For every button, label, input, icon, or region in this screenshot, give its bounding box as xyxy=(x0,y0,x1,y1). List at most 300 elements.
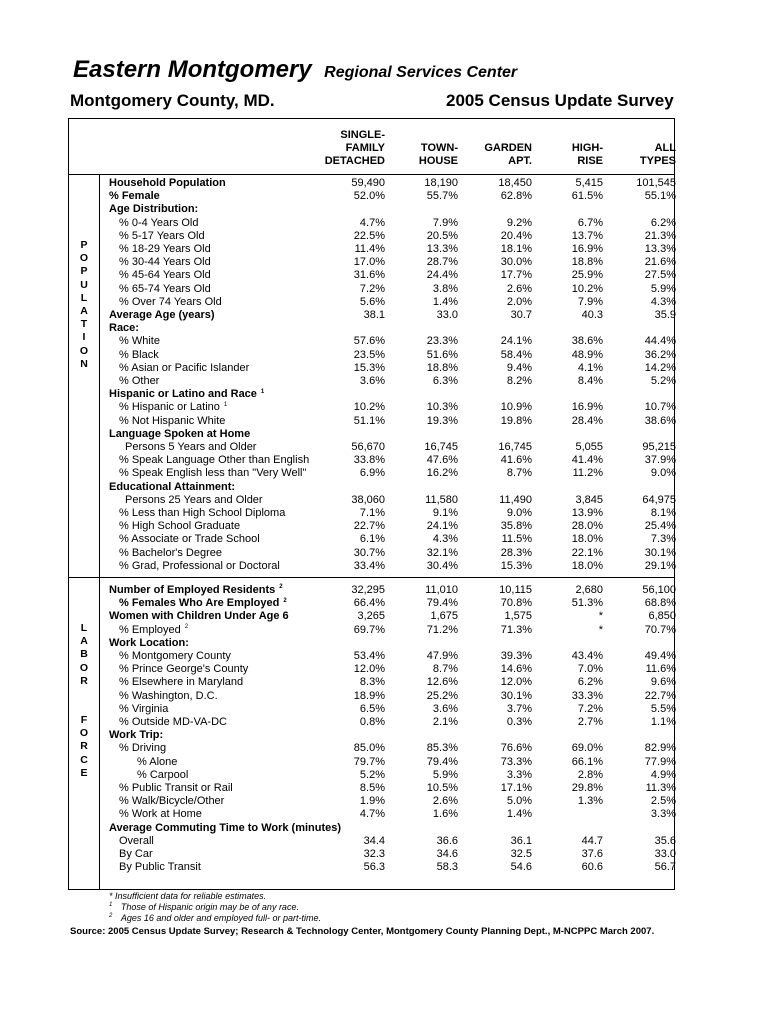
row-label: Persons 5 Years and Older xyxy=(125,441,257,453)
cell-garden-apt: 2.6% xyxy=(506,282,532,295)
side-letter: O xyxy=(79,727,89,740)
cell-single-family: 22.7% xyxy=(353,520,385,533)
cell-all-types: 8.1% xyxy=(650,507,676,519)
cell-garden-apt: 1,575 xyxy=(504,610,532,623)
cell-single-family: 3,265 xyxy=(357,610,385,623)
cell-all-types: 77.9% xyxy=(644,755,676,768)
cell-garden-apt: 54.6 xyxy=(510,861,532,874)
row-label: % Speak Language Other than English xyxy=(119,454,310,467)
cell-townhouse: 5.9% xyxy=(432,768,458,781)
table-row xyxy=(69,597,676,610)
cell-garden-apt: 70.8% xyxy=(500,597,532,610)
cell-high-rise: * xyxy=(598,610,603,623)
cell-townhouse: 58.3 xyxy=(436,861,458,874)
table-row xyxy=(69,375,676,388)
cell-high-rise: 66.1% xyxy=(571,755,603,768)
cell-high-rise: 48.9% xyxy=(571,348,603,361)
cell-garden-apt: 20.4% xyxy=(500,229,532,242)
row-label: Average Age (years) xyxy=(109,309,215,321)
col-header-garden-apt: GARDEN APT. xyxy=(484,142,532,167)
cell-high-rise: 7.2% xyxy=(577,702,603,715)
cell-garden-apt: 14.6% xyxy=(500,663,532,676)
cell-garden-apt: 24.1% xyxy=(500,335,532,348)
table-row xyxy=(69,335,676,348)
table-row xyxy=(69,547,676,560)
cell-high-rise: 44.7 xyxy=(581,834,603,847)
cell-high-rise: 2.8% xyxy=(577,768,603,781)
cell-townhouse: 3.6% xyxy=(432,702,458,715)
row-label: % High School Graduate xyxy=(119,520,241,533)
cell-townhouse: 55.7% xyxy=(426,190,458,203)
row-label: % Bachelor's Degree xyxy=(119,546,222,559)
table-row xyxy=(69,283,676,296)
cell-all-types: 21.3% xyxy=(644,229,676,242)
cell-townhouse: 24.1% xyxy=(426,520,458,533)
table-row xyxy=(69,663,676,676)
side-letter: B xyxy=(80,648,88,661)
footnote-insufficient: * Insufficient data for reliable estimates. xyxy=(109,891,267,901)
cell-high-rise: 16.9% xyxy=(571,401,603,414)
cell-townhouse: 16,745 xyxy=(424,441,458,453)
cell-garden-apt: 11,490 xyxy=(499,493,532,506)
row-label: % White xyxy=(119,335,160,348)
row-label: % Work at Home xyxy=(119,808,202,821)
cell-townhouse: 47.9% xyxy=(426,650,458,662)
cell-townhouse: 4.3% xyxy=(432,533,458,546)
table-row xyxy=(69,533,676,546)
cell-all-types: 101,545 xyxy=(636,177,676,189)
cell-townhouse: 1,675 xyxy=(430,610,458,623)
side-letter: E xyxy=(80,766,88,779)
table-row xyxy=(69,795,676,808)
row-label: % Montgomery County xyxy=(119,650,231,662)
cell-single-family: 23.5% xyxy=(353,348,385,361)
row-label: Educational Attainment: xyxy=(109,480,236,493)
cell-high-rise: 69.0% xyxy=(571,742,603,755)
cell-all-types: 5.2% xyxy=(650,375,676,387)
cell-single-family: 31.6% xyxy=(353,269,385,282)
cell-townhouse: 10.3% xyxy=(426,401,458,414)
table-row xyxy=(69,766,676,782)
cell-high-rise: 43.4% xyxy=(571,650,603,662)
table-row xyxy=(69,467,676,480)
cell-garden-apt: 10.9% xyxy=(500,401,532,414)
cell-garden-apt: 73.3% xyxy=(500,755,532,768)
cell-single-family: 66.4% xyxy=(353,597,385,610)
cell-high-rise: 5,055 xyxy=(575,441,603,453)
footnote-2: $^2$ Ages 16 and older and employed full- or part-time. xyxy=(109,913,321,923)
cell-all-types: 13.3% xyxy=(644,243,676,255)
cell-high-rise: 60.6 xyxy=(581,861,603,874)
document-title xyxy=(73,56,517,84)
table-row xyxy=(69,676,676,689)
cell-townhouse: 34.6 xyxy=(436,848,458,860)
cell-all-types: 10.7% xyxy=(644,401,676,414)
cell-single-family: 38.1 xyxy=(363,309,385,321)
cell-garden-apt: 30.1% xyxy=(500,689,532,702)
cell-single-family: 4.7% xyxy=(359,808,385,821)
table-row xyxy=(69,650,676,663)
cell-high-rise: 10.2% xyxy=(571,282,603,295)
cell-townhouse: 13.3% xyxy=(426,243,458,255)
cell-townhouse: 23.3% xyxy=(426,335,458,348)
survey-label: 2005 Census Update Survey xyxy=(446,91,674,110)
cell-single-family: 33.8% xyxy=(353,454,385,467)
cell-single-family: 5.2% xyxy=(359,768,385,781)
cell-high-rise: 11.2% xyxy=(572,467,603,480)
cell-all-types: 30.1% xyxy=(644,546,676,559)
row-label: % 5-17 Years Old xyxy=(119,229,205,242)
row-label: Language Spoken at Home xyxy=(109,427,251,440)
cell-all-types: 29.1% xyxy=(644,559,676,572)
cell-high-rise: * xyxy=(598,623,603,636)
side-letter: L xyxy=(80,622,88,634)
cell-garden-apt: 16,745 xyxy=(498,441,532,453)
cell-single-family: 0.8% xyxy=(359,716,385,728)
row-label: Overall xyxy=(119,834,154,847)
cell-townhouse: 30.4% xyxy=(426,559,458,572)
row-label: % Speak English less than "Very Well" xyxy=(119,467,307,480)
cell-single-family: 33.4% xyxy=(353,559,385,572)
side-letter: O xyxy=(79,661,89,674)
cell-high-rise: 18.0% xyxy=(571,559,603,572)
row-label: % Other xyxy=(119,375,160,387)
cell-high-rise: 2,680 xyxy=(575,584,603,596)
row-label: Hispanic or Latino and Race $^1$ xyxy=(109,388,265,401)
table-row xyxy=(69,848,676,861)
cell-high-rise: 37.6 xyxy=(581,848,603,860)
cell-garden-apt: 3.7% xyxy=(506,702,532,715)
cell-townhouse: 36.6 xyxy=(436,834,458,847)
cell-single-family: 38,060 xyxy=(351,493,385,506)
cell-single-family: 56.3 xyxy=(363,861,385,874)
table-row xyxy=(69,230,676,243)
cell-garden-apt: 30.7 xyxy=(510,309,532,321)
table-row xyxy=(69,217,676,230)
cell-townhouse: 79.4% xyxy=(426,597,458,610)
cell-townhouse: 8.7% xyxy=(432,663,458,676)
cell-all-types: 4.9% xyxy=(650,768,676,781)
cell-high-rise: 4.1% xyxy=(577,361,603,374)
table-row xyxy=(69,415,676,428)
cell-all-types: 68.8% xyxy=(644,597,676,610)
cell-single-family: 51.1% xyxy=(353,414,385,427)
cell-single-family: 52.0% xyxy=(353,190,385,203)
side-letter: L xyxy=(80,291,88,304)
cell-garden-apt: 18,450 xyxy=(498,177,532,189)
cell-garden-apt: 19.8% xyxy=(500,414,532,427)
table-row xyxy=(69,481,676,494)
cell-all-types: 44.4% xyxy=(644,335,676,348)
cell-all-types: 2.5% xyxy=(650,795,676,808)
side-letter: T xyxy=(80,318,88,331)
cell-single-family: 85.0% xyxy=(353,742,385,755)
table-row xyxy=(69,584,676,597)
cell-townhouse: 20.5% xyxy=(426,229,458,242)
table-row xyxy=(69,822,676,835)
cell-all-types: 5.5% xyxy=(650,702,676,715)
cell-townhouse: 1.6% xyxy=(432,808,458,821)
cell-all-types: 38.6% xyxy=(644,414,676,427)
side-letter: O xyxy=(79,252,89,265)
cell-garden-apt: 28.3% xyxy=(500,546,532,559)
cell-all-types: 6.2% xyxy=(650,216,676,229)
cell-garden-apt: 12.0% xyxy=(500,676,532,689)
cell-high-rise: 28.4% xyxy=(571,414,603,427)
table-row xyxy=(69,742,676,755)
cell-garden-apt: 71.3% xyxy=(500,623,532,636)
side-letter: R xyxy=(80,674,88,687)
row-label: % Walk/Bicycle/Other xyxy=(119,795,225,808)
cell-high-rise: 8.4% xyxy=(577,375,603,387)
cell-garden-apt: 39.3% xyxy=(500,650,532,662)
cell-townhouse: 19.3% xyxy=(426,414,458,427)
row-label: % Virginia xyxy=(119,702,169,715)
cell-all-types: 27.5% xyxy=(644,269,676,282)
table-row xyxy=(69,243,676,256)
table-row xyxy=(69,203,676,216)
table-row xyxy=(69,782,676,795)
cell-single-family: 15.3% xyxy=(353,361,385,374)
cell-townhouse: 18.8% xyxy=(426,361,458,374)
cell-single-family: 1.9% xyxy=(359,795,385,808)
source-note: Source: 2005 Census Update Survey; Research & Technology Center, Montgomery County Planning Dept., M-NCPPC March 2007. xyxy=(70,926,655,937)
cell-all-types: 95,215 xyxy=(642,441,676,453)
row-label: Work Trip: xyxy=(109,729,164,742)
cell-townhouse: 25.2% xyxy=(426,689,458,702)
cell-single-family: 17.0% xyxy=(353,256,385,269)
row-label: % Grad, Professional or Doctoral xyxy=(119,559,280,572)
table-row xyxy=(69,637,676,650)
cell-all-types: 35.6 xyxy=(654,834,676,847)
row-label: % 30-44 Years Old xyxy=(119,256,211,269)
cell-all-types: 82.9% xyxy=(644,742,676,755)
row-label: % Outside MD-VA-DC xyxy=(119,716,227,728)
side-letter: A xyxy=(80,305,88,318)
row-label: % Prince George's County xyxy=(119,663,249,676)
cell-single-family: 22.5% xyxy=(353,229,385,242)
cell-single-family: 6.1% xyxy=(359,533,385,546)
cell-townhouse: 9.1% xyxy=(432,507,458,519)
row-label: % Female xyxy=(109,190,160,203)
cell-all-types: 7.3% xyxy=(650,533,676,546)
row-label: Average Commuting Time to Work (minutes) xyxy=(109,821,342,834)
cell-all-types: 14.2% xyxy=(644,361,676,374)
side-letter: P xyxy=(80,265,88,278)
cell-all-types: 64,975 xyxy=(642,493,676,506)
cell-all-types: 56,100 xyxy=(642,584,676,596)
cell-single-family: 4.7% xyxy=(359,216,385,229)
cell-garden-apt: 1.4% xyxy=(506,808,532,821)
table-row xyxy=(69,349,676,362)
table-row xyxy=(69,729,676,742)
cell-garden-apt: 5.0% xyxy=(506,795,532,808)
cell-single-family: 7.2% xyxy=(359,282,385,295)
table-row xyxy=(69,190,676,203)
cell-single-family: 8.5% xyxy=(359,782,385,794)
col-header-all-types: ALL TYPES xyxy=(639,142,676,167)
cell-townhouse: 7.9% xyxy=(432,216,458,229)
cell-single-family: 32,295 xyxy=(351,584,385,596)
cell-garden-apt: 9.2% xyxy=(506,216,532,229)
row-label: Women with Children Under Age 6 xyxy=(109,610,289,623)
cell-high-rise: 22.1% xyxy=(571,546,603,559)
cell-all-types: 1.1% xyxy=(650,716,676,728)
side-letter: U xyxy=(80,278,88,291)
cell-single-family: 8.3% xyxy=(359,676,385,689)
table-row xyxy=(69,401,676,414)
row-label: Race: xyxy=(109,322,139,335)
cell-single-family: 30.7% xyxy=(353,546,385,559)
cell-single-family: 34.4 xyxy=(363,834,385,847)
section-divider xyxy=(69,577,674,578)
table-row xyxy=(69,507,676,520)
cell-townhouse: 71.2% xyxy=(426,623,458,636)
cell-high-rise: 51.3% xyxy=(571,597,603,610)
row-label: % Driving xyxy=(119,742,167,755)
cell-garden-apt: 3.3% xyxy=(506,768,532,781)
cell-townhouse: 3.8% xyxy=(432,282,458,295)
cell-garden-apt: 62.8% xyxy=(500,190,532,203)
side-letter: P xyxy=(80,239,88,251)
cell-townhouse: 12.6% xyxy=(426,676,458,689)
table-row xyxy=(69,808,676,821)
cell-all-types: 56.7 xyxy=(654,861,676,874)
row-label: % Alone xyxy=(137,755,178,768)
cell-all-types: 6,850 xyxy=(648,610,676,623)
row-label: % Associate or Trade School xyxy=(119,533,260,546)
cell-high-rise: 18.8% xyxy=(571,256,603,269)
cell-townhouse: 85.3% xyxy=(426,742,458,755)
row-label: % 65-74 Years Old xyxy=(119,282,211,295)
cell-high-rise: 13.9% xyxy=(571,507,603,519)
table-row xyxy=(69,835,676,848)
cell-all-types: 49.4% xyxy=(644,650,676,662)
cell-townhouse: 33.0 xyxy=(436,309,458,321)
row-label: % 0-4 Years Old xyxy=(119,216,199,229)
side-letter: N xyxy=(80,357,88,370)
cell-townhouse: 18,190 xyxy=(424,177,458,189)
row-label: Number of Employed Residents $^2$ xyxy=(109,584,283,596)
cell-all-types: 35.9 xyxy=(654,309,676,321)
cell-townhouse: 2.6% xyxy=(432,795,458,808)
row-label: % 45-64 Years Old xyxy=(119,269,211,282)
cell-high-rise: 16.9% xyxy=(571,243,603,255)
table-row xyxy=(69,362,676,375)
table-row xyxy=(69,690,676,703)
cell-single-family: 18.9% xyxy=(353,689,385,702)
cell-single-family: 3.6% xyxy=(359,375,385,387)
col-header-townhouse: TOWN- HOUSE xyxy=(418,142,458,167)
table-row xyxy=(69,494,676,507)
cell-high-rise: 33.3% xyxy=(571,689,603,702)
table-row xyxy=(69,624,676,637)
cell-single-family: 57.6% xyxy=(353,335,385,348)
row-label: % Employed $^2$ xyxy=(119,623,189,636)
cell-all-types: 11.3% xyxy=(645,782,676,794)
side-letter: F xyxy=(80,714,88,726)
cell-single-family: 10.2% xyxy=(353,401,385,414)
row-label: Household Population xyxy=(109,177,226,189)
row-label: % Less than High School Diploma xyxy=(119,507,286,519)
col-header-high-rise: HIGH- RISE xyxy=(571,142,603,167)
table-row xyxy=(69,753,676,769)
cell-all-types: 36.2% xyxy=(644,348,676,361)
cell-townhouse: 10.5% xyxy=(426,782,458,794)
cell-townhouse: 51.6% xyxy=(426,348,458,361)
cell-high-rise: 1.3% xyxy=(577,795,603,808)
cell-all-types: 25.4% xyxy=(644,520,676,533)
data-table xyxy=(68,118,675,890)
cell-garden-apt: 8.7% xyxy=(506,467,532,480)
table-row xyxy=(69,560,676,573)
cell-single-family: 59,490 xyxy=(351,177,385,189)
cell-garden-apt: 36.1 xyxy=(510,834,532,847)
cell-single-family: 53.4% xyxy=(353,650,385,662)
cell-garden-apt: 35.8% xyxy=(500,520,532,533)
cell-garden-apt: 17.7% xyxy=(500,269,532,282)
row-label: % Carpool xyxy=(137,768,189,781)
table-row xyxy=(69,454,676,467)
cell-single-family: 69.7% xyxy=(353,623,385,636)
cell-single-family: 79.7% xyxy=(353,755,385,768)
side-letter: I xyxy=(82,331,86,344)
cell-garden-apt: 15.3% xyxy=(500,559,532,572)
cell-all-types: 70.7% xyxy=(644,623,676,636)
table-row xyxy=(69,716,676,729)
row-label: Work Location: xyxy=(109,636,189,649)
cell-single-family: 5.6% xyxy=(359,295,385,308)
table-row xyxy=(69,703,676,716)
table-row xyxy=(69,441,676,454)
cell-townhouse: 2.1% xyxy=(432,716,458,728)
cell-all-types: 37.9% xyxy=(644,454,676,467)
row-label: Age Distribution: xyxy=(109,203,199,216)
cell-single-family: 12.0% xyxy=(353,663,385,676)
cell-garden-apt: 41.6% xyxy=(500,454,532,467)
cell-single-family: 7.1% xyxy=(359,507,385,519)
cell-high-rise: 41.4% xyxy=(571,454,603,467)
cell-high-rise: 38.6% xyxy=(571,335,603,348)
cell-high-rise: 5,415 xyxy=(575,177,603,189)
cell-all-types: 9.6% xyxy=(650,676,676,689)
cell-garden-apt: 17.1% xyxy=(500,782,532,794)
cell-townhouse: 1.4% xyxy=(432,295,458,308)
cell-high-rise: 40.3 xyxy=(581,309,603,321)
footnote-1: $^1$ Those of Hispanic origin may be of any race. xyxy=(109,902,299,912)
cell-garden-apt: 2.0% xyxy=(506,295,532,308)
row-label: % Females Who Are Employed $^2$ xyxy=(119,597,287,610)
table-row xyxy=(69,256,676,269)
cell-all-types: 33.0 xyxy=(654,848,676,860)
cell-all-types: 5.9% xyxy=(650,282,676,295)
table-row xyxy=(69,610,676,623)
cell-all-types: 22.7% xyxy=(644,689,676,702)
cell-high-rise: 2.7% xyxy=(577,716,603,728)
cell-single-family: 6.9% xyxy=(359,467,385,480)
cell-high-rise: 61.5% xyxy=(571,190,603,203)
cell-townhouse: 47.6% xyxy=(426,454,458,467)
cell-high-rise: 3,845 xyxy=(575,493,603,506)
col-header-single-family: SINGLE- FAMILY DETACHED xyxy=(324,129,385,167)
row-label: % Not Hispanic White xyxy=(119,414,226,427)
cell-single-family: 32.3 xyxy=(363,848,385,860)
side-letter: A xyxy=(80,635,88,648)
cell-high-rise: 18.0% xyxy=(571,533,603,546)
table-row xyxy=(69,520,676,533)
cell-townhouse: 24.4% xyxy=(426,269,458,282)
cell-garden-apt: 10,115 xyxy=(499,584,532,596)
